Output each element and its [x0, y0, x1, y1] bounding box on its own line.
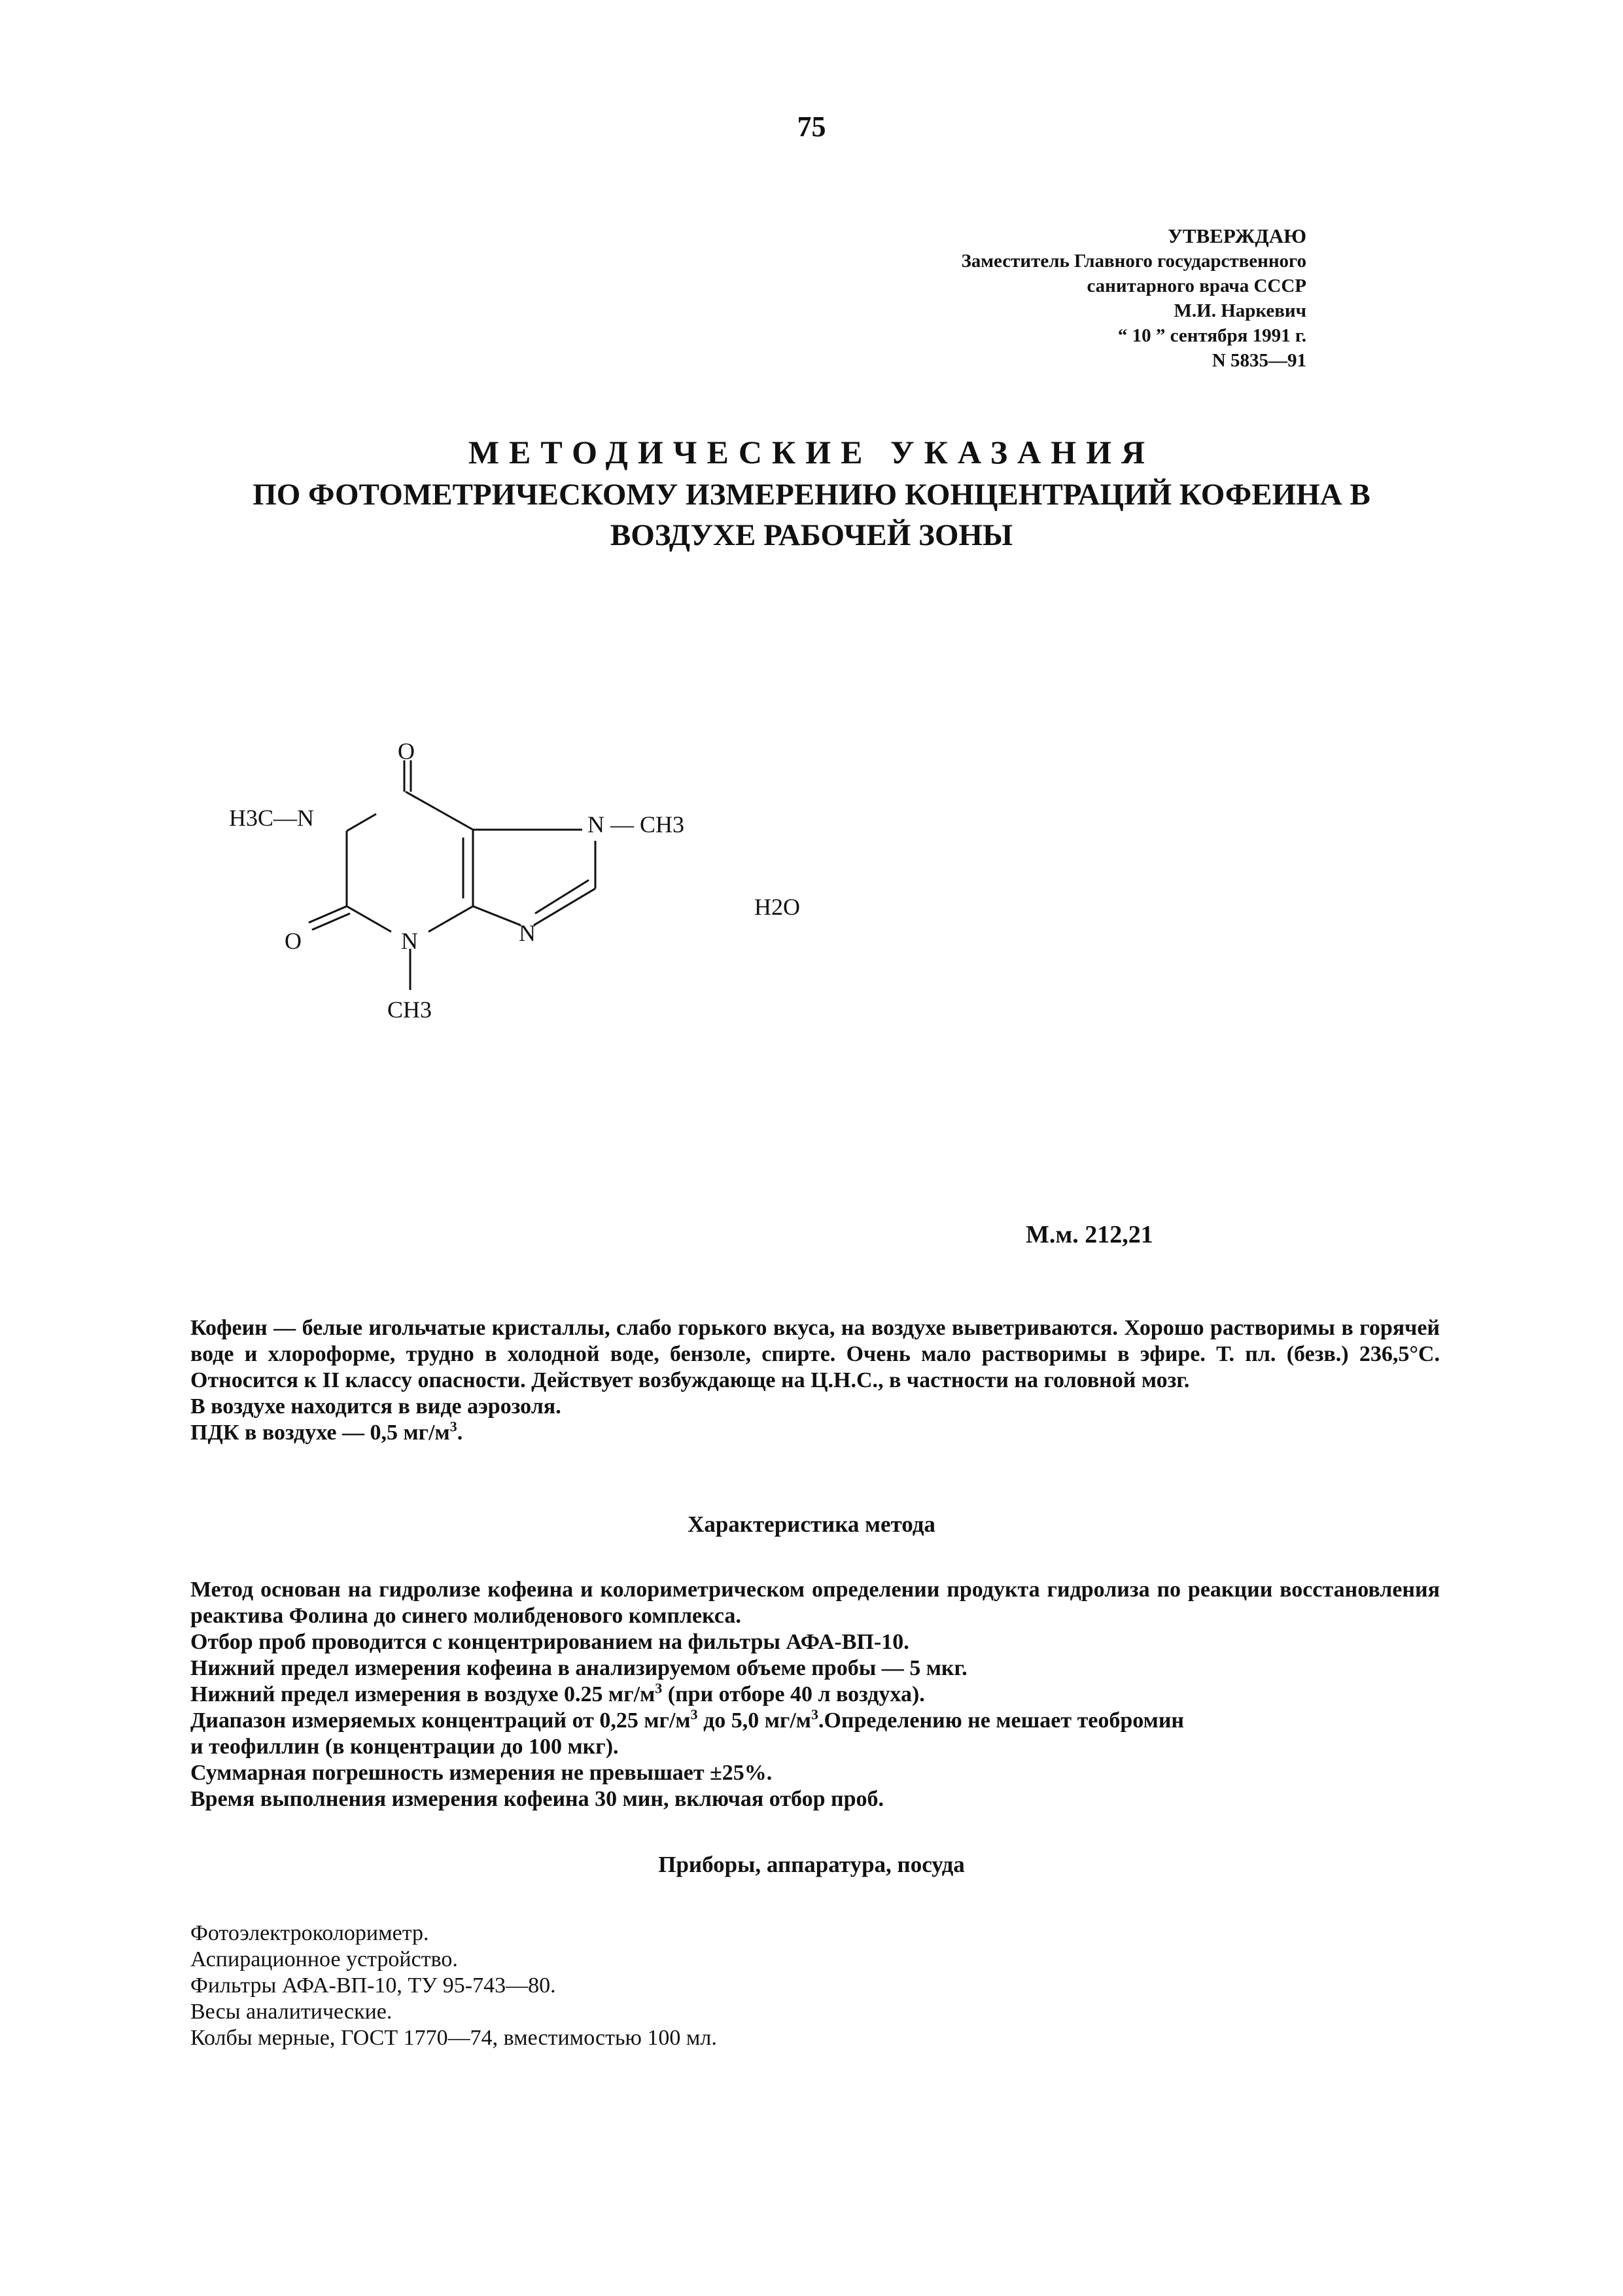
- approval-date: “ 10 ” сентября 1991 г.: [1117, 325, 1306, 346]
- intro-section: [190, 1315, 1440, 1446]
- bond-carbonyl-left: [309, 906, 347, 923]
- document-title-line-2: ПО ФОТОМЕТРИЧЕСКОМУ ИЗМЕРЕНИЮ КОНЦЕНТРАЦИЙ КОФЕИНА В: [253, 478, 1370, 512]
- document-title-spaced: МЕТОДИЧЕСКИЕ УКАЗАНИЯ: [468, 434, 1155, 470]
- atom-o-top: O: [398, 738, 415, 764]
- method-range-line: [190, 1708, 1440, 1734]
- method-paragraph: Метод основан на гидролизе кофеина и колориметрическом определении продукта гидролиза по реакции восстановления реактива Фолина до синего молибденового комплекса.: [190, 1578, 1440, 1628]
- method-lower-limit-air-line: [190, 1682, 1440, 1708]
- intro-aerosol-line: В воздухе находится в виде аэрозоля.: [190, 1394, 561, 1419]
- document-title: [131, 474, 1492, 556]
- approval-number: N 5835—91: [1212, 350, 1306, 371]
- method-error-line: Суммарная погрешность измерения не превышает ±25%.: [190, 1761, 773, 1785]
- atom-o-left: O: [285, 928, 302, 954]
- lower-limit-air-note: (при отборе 40 л воздуха).: [662, 1682, 925, 1706]
- range-exponent-1: 3: [690, 1706, 698, 1723]
- approval-position-cont: санитарного врача СССР: [1087, 275, 1306, 296]
- equipment-item: Весы аналитические.: [190, 2000, 393, 2024]
- intro-pdk-line: [190, 1420, 1440, 1446]
- method-range-continuation: и теофиллин (в концентрации до 100 мкг).: [190, 1735, 619, 1759]
- formula-atoms: [229, 738, 800, 1023]
- molecular-mass: М.м. 212,21: [1026, 1221, 1153, 1248]
- section-heading-method: Характеристика метода: [688, 1511, 935, 1537]
- pdk-unit-exponent: 3: [449, 1418, 457, 1435]
- atom-n-ring: N: [519, 920, 536, 946]
- equipment-list: [190, 1920, 1440, 2051]
- method-sampling-line: Отбор проб проводится с концентрированием на фильтры АФА-ВП-10.: [190, 1630, 909, 1654]
- bond-c4-c4a: [406, 792, 473, 830]
- method-lower-limit-sample-line: Нижний предел измерения кофеина в анализируемом объеме пробы — 5 мкг.: [190, 1656, 968, 1680]
- water-molecule: H2O: [754, 894, 800, 920]
- intro-paragraph: Кофеин — белые игольчатые кристаллы, слабо горького вкуса, на воздухе выветриваются. Хорошо растворимы в горячей воде и хлороформе, трудно в холодной воде, бензоле, спирте. Очень мало растворимы в эфире. Т. пл. (безв.) 236,5°С. Относится к II классу опасности. Действует возбуждающе на Ц.Н.С., в частности на головной мозг.: [190, 1316, 1440, 1392]
- section-heading-equipment: Приборы, аппаратура, посуда: [658, 1852, 965, 1877]
- approval-title: УТВЕРЖДАЮ: [1168, 224, 1306, 247]
- bond-carbonyl-left-double: [312, 913, 350, 930]
- atom-n-bottom: N: [401, 928, 418, 954]
- equipment-item: Аспирационное устройство.: [190, 1947, 458, 1971]
- atom-ch3-bottom: CH3: [387, 997, 432, 1023]
- method-duration-line: Время выполнения измерения кофеина 30 мин, включая отбор проб.: [190, 1787, 884, 1811]
- range-exponent-2: 3: [811, 1706, 818, 1723]
- lower-limit-air-exponent: 3: [655, 1680, 663, 1697]
- approval-position: Заместитель Главного государственного: [961, 251, 1306, 272]
- caffeine-structural-formula: [216, 733, 870, 1099]
- atom-n-ch3: N — CH3: [587, 811, 685, 838]
- bond-c7a-n1: [428, 906, 473, 932]
- approval-signatory: М.И. Наркевич: [1174, 300, 1306, 321]
- equipment-item: Фильтры АФА-ВП-10, ТУ 95-743—80.: [190, 1973, 556, 1998]
- range-text-b: до 5,0 мг/м: [697, 1708, 811, 1733]
- lower-limit-air-text: Нижний предел измерения в воздухе 0.25 мг/м: [190, 1682, 655, 1706]
- equipment-item: Фотоэлектроколориметр.: [190, 1921, 429, 1945]
- bond-n1-c2: [347, 906, 391, 932]
- atom-h3c-n: H3C—N: [229, 805, 315, 831]
- pdk-period: .: [457, 1421, 463, 1445]
- approval-block: [961, 224, 1306, 373]
- bond-c3-n: [347, 814, 376, 831]
- range-text-a: Диапазон измеряемых концентраций от 0,25 мг/м: [190, 1708, 691, 1733]
- bond-n-c7a: [473, 906, 521, 925]
- document-title-line-3: ВОЗДУХЕ РАБОЧЕЙ ЗОНЫ: [610, 518, 1013, 552]
- range-text-c: .Определению не мешает теобромин: [818, 1708, 1184, 1733]
- equipment-item: Колбы мерные, ГОСТ 1770—74, вместимостью 100 мл.: [190, 2026, 717, 2050]
- page-number: 75: [797, 111, 826, 143]
- method-section: [190, 1577, 1440, 1812]
- pdk-text: ПДК в воздухе — 0,5 мг/м: [190, 1421, 450, 1445]
- formula-bonds: [309, 760, 595, 990]
